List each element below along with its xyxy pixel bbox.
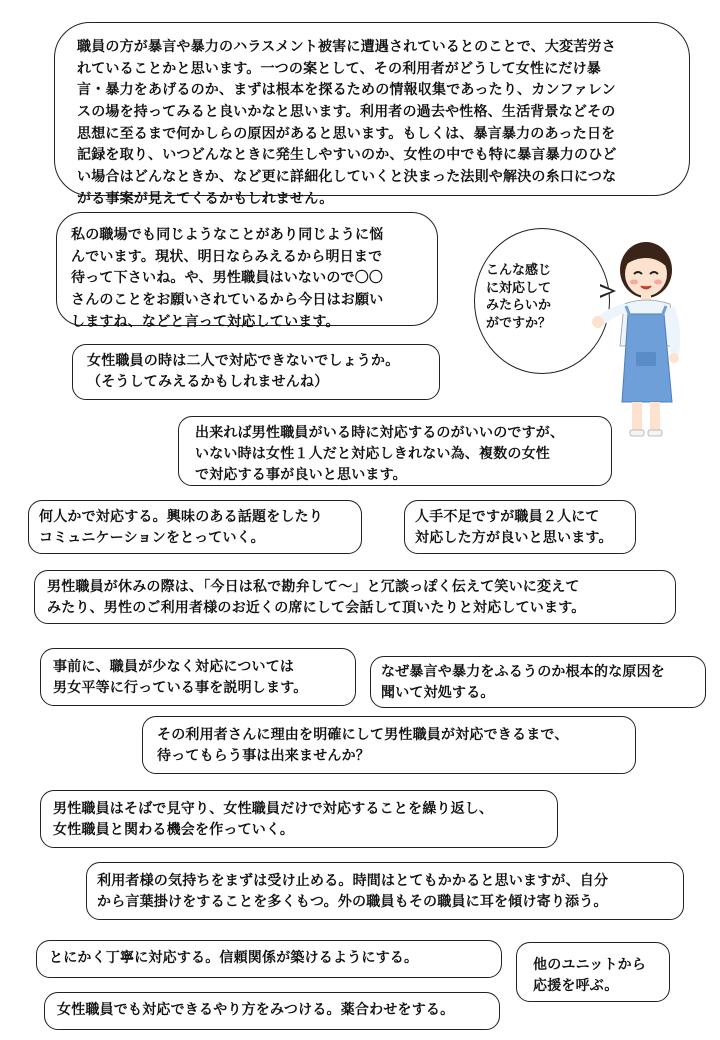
comment-line: 待ってもらう事は出来ませんか？ <box>157 748 370 764</box>
comment-line: 他のユニットから <box>533 957 647 973</box>
comment-line: 男女平等に行っている事を説明します。 <box>53 680 308 696</box>
comment-line: 職員の方が暴言や暴力のハラスメント被害に遭遇されているとのことで、大変苦労さ <box>77 39 616 55</box>
comment-line: 女性職員でも対応できるやり方をみつける。薬合わせをする。 <box>57 1002 455 1018</box>
comment-line: で対応する事が良いと思います。 <box>195 467 407 483</box>
speech-bubble-text <box>486 262 596 332</box>
comment-line: スの場を持ってみると良いかなと思います。利用者の過去や性格、生活背景などその <box>77 104 616 121</box>
comment-line: んでいます。現状、明日ならみえるから明日まで <box>71 248 383 265</box>
comment-box-9 <box>370 656 706 708</box>
comment-line: その利用者さんに理由を明確にして男性職員が対応できるまで、 <box>157 727 569 743</box>
comment-line: 人手不足ですが職員２人にて <box>415 509 600 525</box>
comment-box-11 <box>40 790 558 848</box>
speech-line: こんな感じ <box>486 263 552 278</box>
comment-line: みたり、男性のご利用者様のお近くの席にして会話して頂いたりと対応しています。 <box>47 600 586 616</box>
comment-line: れていることかと思います。一つの案として、その利用者がどうして女性にだけ暴 <box>77 60 601 77</box>
comment-line: 利用者様の気持ちをまずは受け止める。時間はとてもかかると思いますが、自分 <box>97 873 609 889</box>
comment-line: 出来れば男性職員がいる時に対応するのがいいのですが、 <box>195 425 565 441</box>
speech-line: がですか？ <box>486 315 552 331</box>
comment-line: 聞いて対処する。 <box>381 685 495 701</box>
comment-line: 私の職場でも同じようなことがあり同じように悩 <box>71 227 384 243</box>
speech-line: に対応して <box>486 280 552 296</box>
nurse-caregiver-illustration <box>590 236 690 440</box>
comment-line: 待って下さいね。や、男性職員はいないので〇〇 <box>71 270 384 287</box>
comment-line: から言葉掛けをすることを多くもつ。外の職員もその職員に耳を傾け寄り添う。 <box>97 894 608 910</box>
comment-line: しますね、などと言って対応しています。 <box>71 313 340 330</box>
speech-line: みたらいか <box>486 298 552 314</box>
comment-line: さんのことをお願いされているから今日はお願い <box>71 292 384 309</box>
comment-line: （そうしてみえるかもしれませんね） <box>87 374 329 390</box>
comment-box-12 <box>86 862 684 920</box>
comment-line: コミュニケーションをとっていく。 <box>39 530 265 546</box>
comment-line: とにかく丁寧に対応する。信頼関係が築けるようにする。 <box>49 950 419 966</box>
comment-box-7 <box>34 570 676 624</box>
comment-line: い場合はどんなときか、など更に詳細化していくと決まった法則や解決の糸口につな <box>77 169 617 186</box>
comment-box-13 <box>36 940 502 978</box>
comment-line: 事前に、職員が少なく対応については <box>53 659 295 675</box>
comment-line: 女性職員の時は二人で対応できないでしょうか。 <box>87 353 400 369</box>
comment-box-8 <box>40 648 356 706</box>
comment-line: がる事案が見えてくるかもしれません。 <box>77 190 334 207</box>
comment-line: 男性職員はそばで見守り、女性職員だけで対応することを繰り返し、 <box>53 801 494 817</box>
comment-box-10 <box>142 716 636 774</box>
comment-box-15 <box>44 992 500 1030</box>
comment-line: 言・暴力をあげるのか、まずは根本を探るための情報収集であったり、カンファレン <box>77 82 616 99</box>
comment-line: なぜ暴言や暴力をふるうのか根本的な原因を <box>381 664 665 680</box>
comment-line: 男性職員が休みの際は、「今日は私で勘弁して～」と冗談っぽく伝えて笑いに変えて <box>47 579 580 595</box>
comment-line: 応援を呼ぶ。 <box>533 978 619 994</box>
comment-line: 思想に至るまで何かしらの原因があると思います。もしくは、暴言暴力のあった日を <box>77 125 616 142</box>
comment-line: いない時は女性１人だと対応しきれない為、複数の女性 <box>195 446 550 462</box>
comment-box-2 <box>56 212 438 330</box>
comment-line: 女性職員と関わる機会を作っていく。 <box>53 822 295 838</box>
comment-box-6 <box>404 500 636 554</box>
comment-box-3 <box>72 344 440 400</box>
comment-box-1 <box>54 22 690 207</box>
comment-box-5 <box>28 500 362 554</box>
comment-box-4 <box>178 416 612 486</box>
comment-line: 対応した方が良いと思います。 <box>415 530 613 546</box>
comment-box-14 <box>516 942 670 1002</box>
comment-line: 何人かで対応する。興味のある話題をしたり <box>39 509 323 525</box>
comment-line: 記録を取り、いつどんなときに発生しやすいのか、女性の中でも特に暴言暴力のひど <box>77 147 617 164</box>
